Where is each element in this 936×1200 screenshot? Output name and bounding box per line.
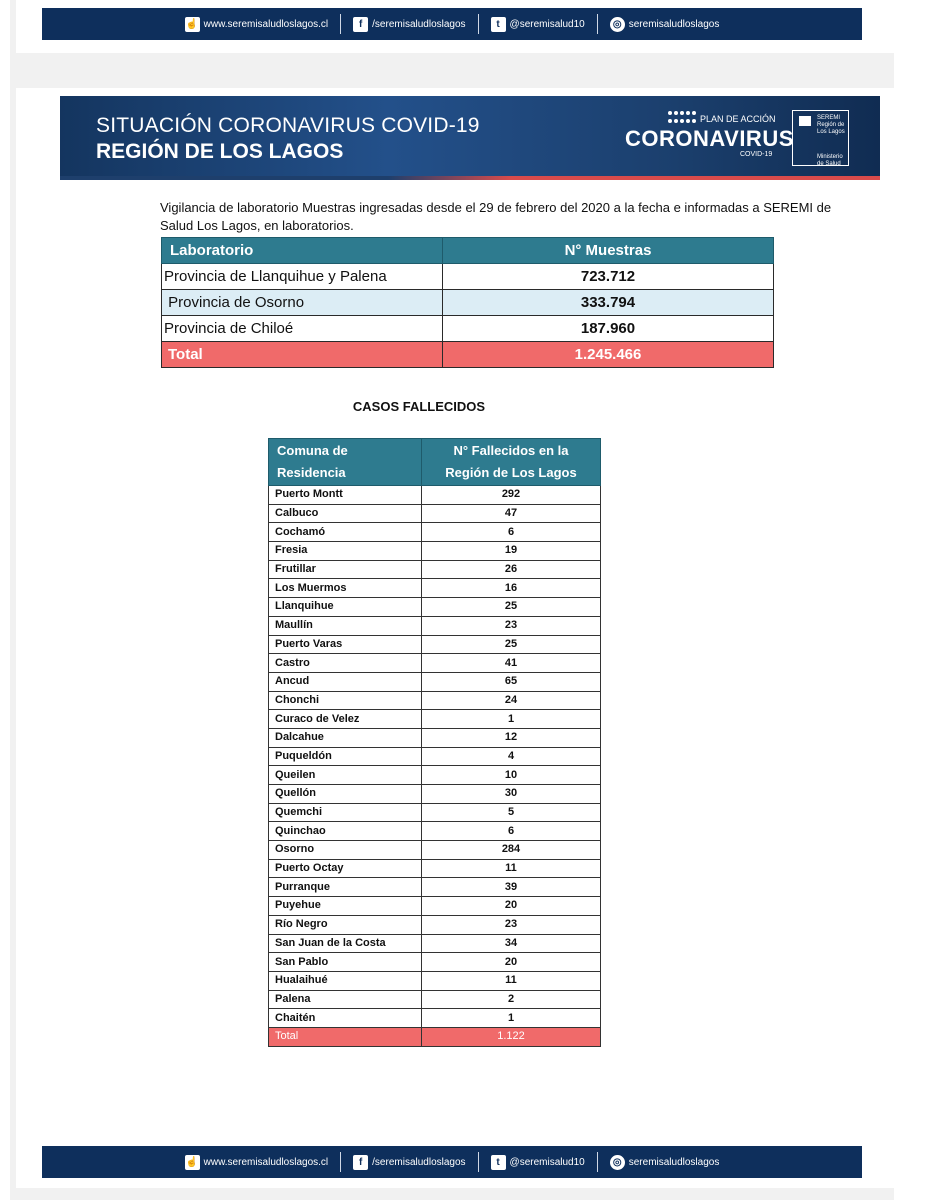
- table-row: [269, 504, 601, 523]
- comuna-cell: Maullín: [269, 616, 422, 635]
- social-website-label: www.seremisaludloslagos.cl: [203, 18, 329, 30]
- table-row: [269, 728, 601, 747]
- comuna-cell: Ancud: [269, 672, 422, 691]
- social-twitter-label: @seremisalud10: [509, 1156, 585, 1168]
- table-row: [269, 635, 601, 654]
- comuna-cell: Río Negro: [269, 915, 422, 934]
- seremi-logo-text: SEREMI Región de Los Lagos Ministerio de Salud: [817, 115, 845, 167]
- comuna-cell: Puqueldón: [269, 747, 422, 766]
- social-facebook-label: /seremisaludloslagos: [372, 1156, 466, 1168]
- table-row: [162, 290, 774, 316]
- fallecidos-count-cell: 47: [422, 504, 601, 523]
- table-row: [162, 264, 774, 290]
- table-cell: 1.245.466: [443, 342, 774, 368]
- comuna-cell: Quemchi: [269, 803, 422, 822]
- fallecidos-count-cell: 1: [422, 1009, 601, 1028]
- comuna-cell: Chaitén: [269, 1009, 422, 1028]
- social-facebook-label: /seremisaludloslagos: [372, 18, 466, 30]
- fallecidos-count-cell: 24: [422, 691, 601, 710]
- comuna-cell: Castro: [269, 654, 422, 673]
- comuna-cell: Puerto Octay: [269, 859, 422, 878]
- fallecidos-count-cell: 5: [422, 803, 601, 822]
- table-row: [269, 691, 601, 710]
- fallecidos-count-cell: 25: [422, 635, 601, 654]
- table-row: [269, 672, 601, 691]
- bottom-social-bar: [42, 1146, 862, 1178]
- comuna-cell: Cochamó: [269, 523, 422, 542]
- header-accent-line: [60, 176, 880, 180]
- fallecidos-count-cell: 26: [422, 560, 601, 579]
- hand-pointer-icon: ☝: [185, 1156, 199, 1168]
- fallecidos-count-cell: 10: [422, 766, 601, 785]
- comuna-cell: Queilen: [269, 766, 422, 785]
- comuna-cell: Quellón: [269, 785, 422, 804]
- chile-flag-icon: [799, 116, 811, 126]
- table-cell: Total: [162, 342, 443, 368]
- comuna-cell: Calbuco: [269, 504, 422, 523]
- table-cell: Provincia de Osorno: [162, 290, 443, 316]
- table-row: [269, 579, 601, 598]
- instagram-icon: ◎: [610, 17, 625, 32]
- column-header: N° Fallecidos en la Región de Los Lagos: [422, 439, 601, 486]
- instagram-icon: ◎: [610, 1155, 625, 1170]
- table-row: [269, 486, 601, 505]
- table-row: [269, 766, 601, 785]
- comuna-cell: Fresia: [269, 542, 422, 561]
- comuna-cell: Puerto Varas: [269, 635, 422, 654]
- comuna-cell: Hualaihué: [269, 971, 422, 990]
- social-website-link[interactable]: [173, 17, 341, 32]
- comuna-cell: Palena: [269, 990, 422, 1009]
- fallecidos-count-cell: 4: [422, 747, 601, 766]
- table-row: [269, 1009, 601, 1028]
- facebook-icon: f: [353, 17, 368, 32]
- fallecidos-count-cell: 23: [422, 915, 601, 934]
- comuna-cell: San Pablo: [269, 953, 422, 972]
- fallecidos-count-cell: 6: [422, 523, 601, 542]
- social-instagram-link[interactable]: [598, 1155, 732, 1170]
- table-row: [269, 990, 601, 1009]
- comuna-cell: Total: [269, 1027, 422, 1046]
- twitter-icon: t: [491, 17, 506, 32]
- intro-text: Vigilancia de laboratorio Muestras ingresadas desde el 29 de febrero del 2020 a la fecha e informadas a SEREMI de Salud Los Lagos, en laboratorios.: [160, 200, 832, 233]
- social-instagram-link[interactable]: [598, 17, 732, 32]
- social-website-link[interactable]: [173, 1155, 341, 1170]
- table-row: [269, 803, 601, 822]
- column-header: Comuna de Residencia: [269, 439, 422, 486]
- social-twitter-label: @seremisalud10: [509, 18, 585, 30]
- table-cell: 723.712: [443, 264, 774, 290]
- table-header-row: [269, 439, 601, 486]
- social-instagram-label: seremisaludloslagos: [628, 18, 720, 30]
- table-row: [162, 316, 774, 342]
- fallecidos-table: [268, 438, 601, 1047]
- comuna-cell: Los Muermos: [269, 579, 422, 598]
- table-cell: Provincia de Chiloé: [162, 316, 443, 342]
- table-row: [269, 598, 601, 617]
- fallecidos-count-cell: 20: [422, 953, 601, 972]
- table-row: [269, 747, 601, 766]
- table-row: [269, 953, 601, 972]
- table-row: [269, 822, 601, 841]
- fallecidos-count-cell: 34: [422, 934, 601, 953]
- social-website-label: www.seremisaludloslagos.cl: [203, 1156, 329, 1168]
- table-cell: Provincia de Llanquihue y Palena: [162, 264, 443, 290]
- social-twitter-link[interactable]: [479, 17, 597, 32]
- fallecidos-count-cell: 23: [422, 616, 601, 635]
- fallecidos-count-cell: 2: [422, 990, 601, 1009]
- comuna-cell: Puyehue: [269, 897, 422, 916]
- casos-fallecidos-title: CASOS FALLECIDOS: [352, 399, 486, 414]
- top-social-bar: [42, 8, 862, 40]
- fallecidos-count-cell: 39: [422, 878, 601, 897]
- table-row: [269, 934, 601, 953]
- fallecidos-count-cell: 6: [422, 822, 601, 841]
- header-banner: [60, 96, 880, 180]
- table-row: [269, 878, 601, 897]
- comuna-cell: Puerto Montt: [269, 486, 422, 505]
- table-row: [269, 710, 601, 729]
- comuna-cell: Quinchao: [269, 822, 422, 841]
- column-header: Laboratorio: [162, 238, 443, 264]
- hand-pointer-icon: ☝: [185, 18, 199, 30]
- comuna-cell: San Juan de la Costa: [269, 934, 422, 953]
- table-row: [269, 897, 601, 916]
- table-row: [269, 971, 601, 990]
- comuna-cell: Dalcahue: [269, 728, 422, 747]
- plan-accion-logo-icon: [668, 111, 698, 125]
- covid-label: COVID-19: [740, 151, 773, 158]
- fallecidos-count-cell: 11: [422, 859, 601, 878]
- coronavirus-brand: CORONAVIRUS: [625, 126, 794, 151]
- twitter-icon: t: [491, 1155, 506, 1170]
- fallecidos-count-cell: 25: [422, 598, 601, 617]
- comuna-cell: Purranque: [269, 878, 422, 897]
- comuna-cell: Chonchi: [269, 691, 422, 710]
- fallecidos-count-cell: 30: [422, 785, 601, 804]
- fallecidos-count-cell: 16: [422, 579, 601, 598]
- table-row: [269, 859, 601, 878]
- total-row: [162, 342, 774, 368]
- fallecidos-count-cell: 12: [422, 728, 601, 747]
- social-facebook-link[interactable]: [341, 1155, 477, 1170]
- table-row: [269, 542, 601, 561]
- social-twitter-link[interactable]: [479, 1155, 597, 1170]
- table-header-row: [162, 238, 774, 264]
- fallecidos-count-cell: 20: [422, 897, 601, 916]
- social-instagram-label: seremisaludloslagos: [628, 1156, 720, 1168]
- comuna-cell: Frutillar: [269, 560, 422, 579]
- fallecidos-count-cell: 19: [422, 542, 601, 561]
- table-cell: 187.960: [443, 316, 774, 342]
- fallecidos-count-cell: 1.122: [422, 1027, 601, 1046]
- laboratory-table: [161, 237, 774, 368]
- seremi-logo: [792, 110, 849, 166]
- table-row: [269, 785, 601, 804]
- comuna-cell: Llanquihue: [269, 598, 422, 617]
- table-row: [269, 523, 601, 542]
- fallecidos-count-cell: 65: [422, 672, 601, 691]
- header-title-line1: SITUACIÓN CORONAVIRUS COVID-19: [96, 114, 480, 137]
- fallecidos-count-cell: 11: [422, 971, 601, 990]
- table-row: [269, 915, 601, 934]
- total-row: [269, 1027, 601, 1046]
- facebook-icon: f: [353, 1155, 368, 1170]
- plan-accion-label: PLAN DE ACCIÓN: [700, 114, 776, 124]
- column-header: N° Muestras: [443, 238, 774, 264]
- comuna-cell: Curaco de Velez: [269, 710, 422, 729]
- fallecidos-count-cell: 284: [422, 841, 601, 860]
- header-title-line2: REGIÓN DE LOS LAGOS: [96, 140, 344, 163]
- comuna-cell: Osorno: [269, 841, 422, 860]
- table-row: [269, 654, 601, 673]
- table-cell: 333.794: [443, 290, 774, 316]
- table-row: [269, 616, 601, 635]
- fallecidos-count-cell: 41: [422, 654, 601, 673]
- fallecidos-count-cell: 292: [422, 486, 601, 505]
- social-facebook-link[interactable]: [341, 17, 477, 32]
- fallecidos-count-cell: 1: [422, 710, 601, 729]
- table-row: [269, 560, 601, 579]
- table-row: [269, 841, 601, 860]
